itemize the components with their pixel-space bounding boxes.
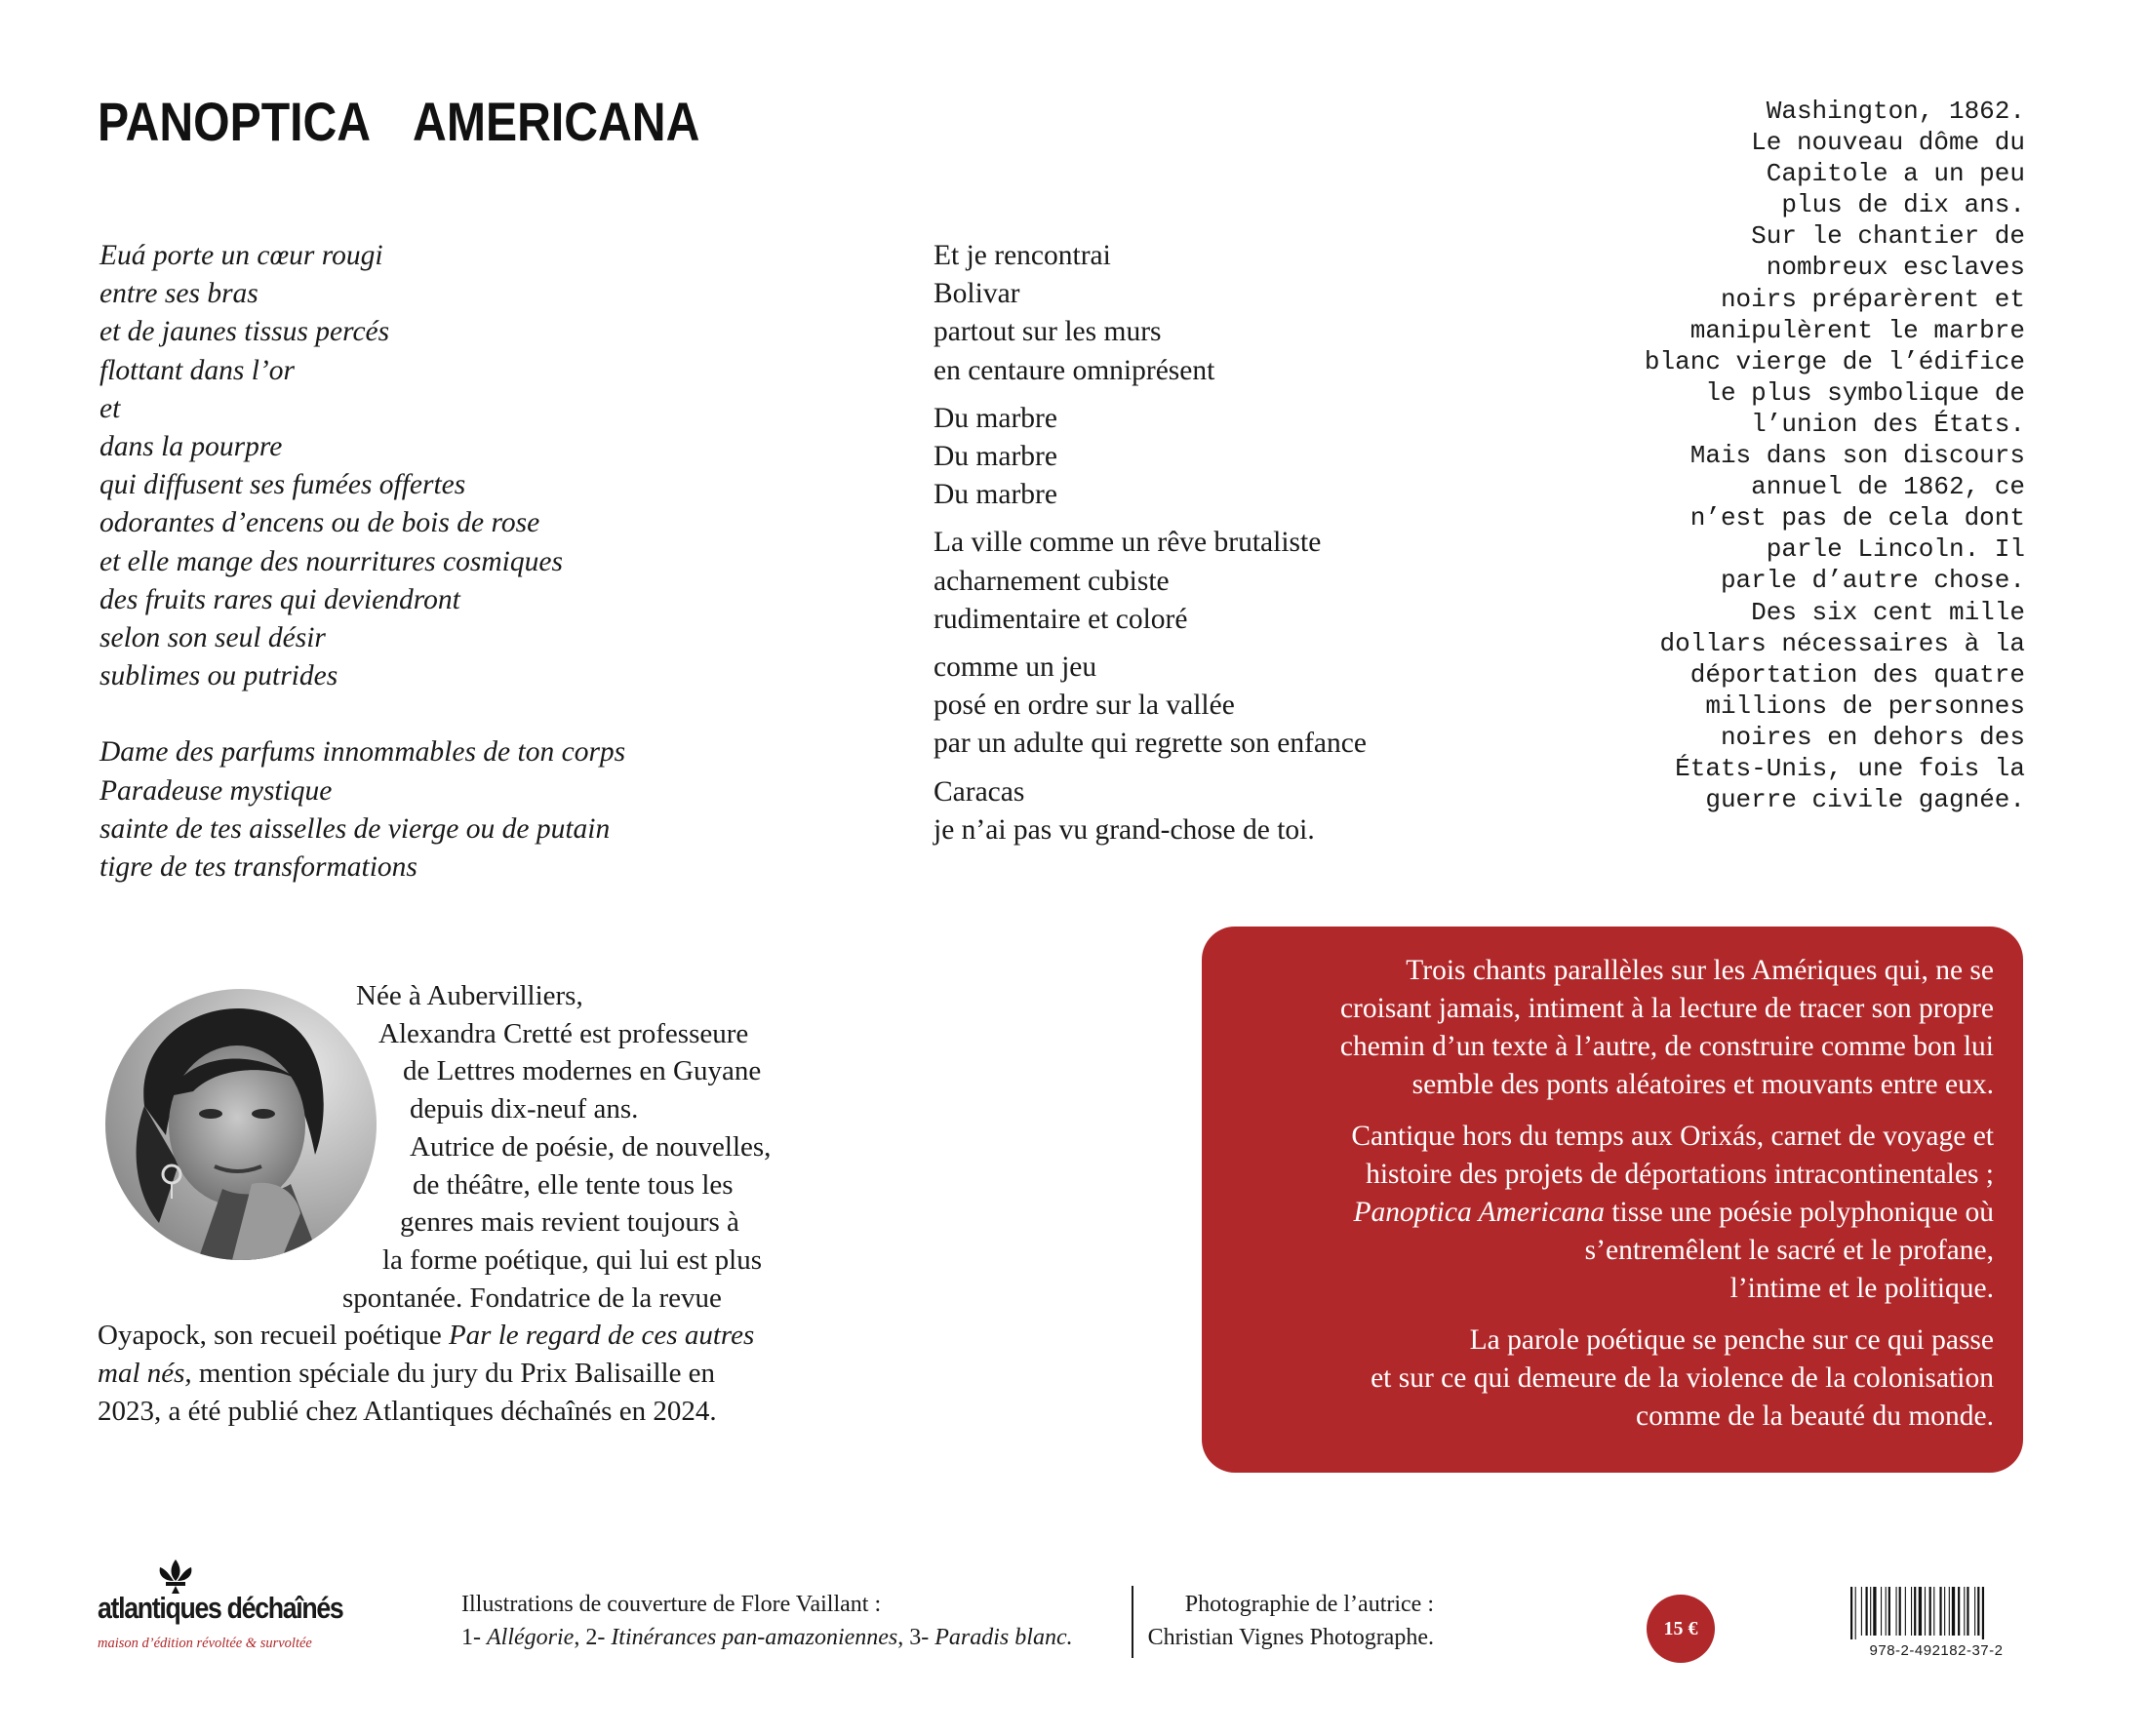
typewriter-text — [1567, 96, 2025, 815]
poem-orixas — [99, 237, 625, 925]
credit-line: Illustrations de couverture de Flore Vaillant : — [461, 1592, 882, 1617]
blurb-box — [1202, 927, 2023, 1473]
blurb-line: croisant jamais, intiment à la lecture de tracer son propre — [1339, 993, 1994, 1024]
poem-line: qui diffusent ses fumées offertes — [99, 469, 466, 501]
credit-text: , 2- — [574, 1625, 612, 1650]
blurb-line — [1231, 1194, 1994, 1232]
bio-line: de théâtre, elle tente tous les — [413, 1168, 734, 1201]
title-word-2: AMERICANA — [413, 91, 700, 152]
poem-line: rudimentaire et coloré — [934, 603, 1188, 635]
typewriter-line: Le nouveau dôme du — [1751, 128, 2025, 158]
barcode-bars — [1848, 1587, 2024, 1639]
barcode-bar — [1977, 1587, 1979, 1636]
barcode-bar — [1881, 1587, 1882, 1636]
barcode-bar — [1964, 1587, 1965, 1636]
bio-book-title: mal nés, — [98, 1358, 192, 1390]
bio-line: spontanée. Fondatrice de la revue — [342, 1282, 722, 1314]
bio-line — [98, 1317, 771, 1355]
barcode-bar — [1958, 1587, 1960, 1636]
bio-line: Née à Aubervilliers, — [356, 980, 583, 1011]
poem-line: et — [99, 392, 121, 424]
poem-line: Du marbre — [934, 402, 1057, 434]
blurb-line: histoire des projets de déportations intracontinentales ; — [1366, 1159, 1994, 1190]
poem-stanza — [99, 733, 625, 887]
poem-line: flottant dans l’or — [99, 354, 295, 386]
poem-line: Bolivar — [934, 278, 1020, 310]
typewriter-line: l’union des États. — [1751, 409, 2025, 439]
poem-line: La ville comme un rêve brutaliste — [934, 527, 1322, 559]
barcode-bar — [1899, 1587, 1901, 1636]
typewriter-line: noirs préparèrent et — [1720, 284, 2025, 314]
barcode-bar — [1952, 1587, 1955, 1636]
barcode-bar — [1855, 1587, 1856, 1639]
poem-caracas — [934, 237, 1367, 859]
poem-line: posé en ordre sur la vallée — [934, 690, 1235, 722]
barcode — [1848, 1587, 2024, 1639]
typewriter-line: Des six cent mille — [1751, 597, 2025, 627]
poem-line: Caracas — [934, 775, 1025, 808]
credits-divider — [1132, 1586, 1133, 1658]
typewriter-line: plus de dix ans. — [1781, 190, 2025, 220]
typewriter-line: parle d’autre chose. — [1720, 566, 2025, 596]
barcode-bar — [1939, 1587, 1941, 1636]
bio-line: Alexandra Cretté est professeure — [378, 1017, 749, 1049]
isbn-number: 978-2-492182-37-2 — [1869, 1642, 2004, 1659]
bio-line: de Lettres modernes en Guyane — [403, 1055, 762, 1087]
typewriter-line: dollars nécessaires à la — [1659, 628, 2025, 658]
credit-line: Photographie de l’autrice : — [1184, 1592, 1434, 1617]
barcode-bar — [1914, 1587, 1916, 1636]
blurb-line: et sur ce qui demeure de la violence de la colonisation — [1371, 1362, 1994, 1394]
typewriter-line: parle Lincoln. Il — [1766, 534, 2025, 565]
blurb-paragraph — [1231, 952, 1994, 1104]
barcode-bar — [1929, 1587, 1931, 1636]
title-word-1: PANOPTICA — [98, 91, 372, 152]
bio-line: Autrice de poésie, de nouvelles, — [410, 1130, 772, 1163]
typewriter-line: manipulèrent le marbre — [1689, 315, 2025, 345]
typewriter-line: le plus symbolique de — [1705, 377, 2025, 408]
barcode-bar — [1925, 1587, 1926, 1636]
blurb-paragraph — [1231, 1118, 1994, 1308]
poem-line: par un adulte qui regrette son enfance — [934, 728, 1367, 760]
poem-line: Et je rencontrai — [934, 240, 1111, 271]
credit-work-title: Itinérances pan-amazoniennes — [611, 1625, 898, 1650]
poem-line: odorantes d’encens ou de bois de rose — [99, 507, 540, 539]
barcode-bar — [1949, 1587, 1950, 1636]
credit-work-title: Allégorie — [487, 1625, 575, 1650]
price-badge: 15 € — [1647, 1595, 1715, 1663]
blurb-line: La parole poétique se penche sur ce qui passe — [1469, 1324, 1994, 1356]
poem-line: Euá porte un cœur rougi — [99, 240, 383, 271]
barcode-bar — [1850, 1587, 1852, 1639]
typewriter-line: Washington, 1862. — [1766, 97, 2025, 126]
poem-line: selon son seul désir — [99, 622, 326, 654]
barcode-bar — [1944, 1587, 1945, 1636]
typewriter-line: Mais dans son discours — [1689, 441, 2025, 471]
credit-line: Christian Vignes Photographe. — [1147, 1625, 1434, 1650]
poem-line: comme un jeu — [934, 651, 1097, 684]
barcode-bar — [1933, 1587, 1934, 1636]
poem-line: Dame des parfums innommables de ton corps — [99, 736, 626, 769]
typewriter-line: annuel de 1862, ce — [1751, 472, 2025, 502]
poem-line: Paradeuse mystique — [99, 774, 333, 807]
barcode-bar — [1905, 1587, 1906, 1636]
typewriter-line: Sur le chantier de — [1751, 221, 2025, 252]
poem-line: et elle mange des nourritures cosmiques — [99, 545, 563, 577]
barcode-bar — [1974, 1587, 1975, 1636]
barcode-bar — [1911, 1587, 1912, 1636]
blurb-paragraph — [1231, 1322, 1994, 1436]
poem-line: entre ses bras — [99, 278, 258, 310]
typewriter-line: millions de personnes — [1705, 690, 2025, 721]
typewriter-line: noires en dehors des — [1720, 722, 2025, 752]
typewriter-line: États-Unis, une fois la — [1675, 753, 2025, 783]
barcode-bar — [1873, 1587, 1876, 1636]
bio-book-title: Par le regard de ces autres — [448, 1320, 755, 1352]
book-title — [98, 90, 699, 153]
barcode-bar — [1896, 1587, 1897, 1636]
poem-line: tigre de tes transformations — [99, 851, 417, 884]
typewriter-line: Capitole a un peu — [1766, 159, 2025, 189]
author-bio — [98, 977, 771, 1430]
poem-stanza — [99, 237, 625, 695]
blurb-line: chemin d’un texte à l’autre, de construire comme bon lui — [1339, 1031, 1994, 1062]
photo-credits — [1148, 1588, 1434, 1654]
typewriter-line: n’est pas de cela dont — [1689, 503, 2025, 533]
poem-line: en centaure omniprésent — [934, 354, 1215, 386]
credit-text: 1- — [461, 1625, 487, 1650]
typewriter-line: guerre civile gagnée. — [1705, 785, 2025, 815]
poem-stanza — [934, 237, 1367, 390]
poem-stanza — [934, 773, 1367, 849]
barcode-bar — [1967, 1587, 1968, 1636]
bio-line: la forme poétique, qui lui est plus — [382, 1243, 763, 1276]
publisher-tagline: maison d’édition révoltée & survoltée — [98, 1636, 312, 1651]
barcode-bar — [1886, 1587, 1887, 1636]
barcode-bar — [1861, 1587, 1862, 1636]
bio-line: 2023, a été publié chez Atlantiques déchaînés en 2024. — [98, 1395, 717, 1427]
bio-line: depuis dix-neuf ans. — [410, 1093, 639, 1125]
poem-line: et de jaunes tissus percés — [99, 316, 390, 348]
barcode-bar — [1870, 1587, 1871, 1636]
poem-line: Du marbre — [934, 441, 1057, 473]
poem-stanza — [934, 400, 1367, 515]
blurb-line: l’intime et le politique. — [1729, 1273, 1994, 1304]
poem-line: sainte de tes aisselles de vierge ou de putain — [99, 812, 611, 845]
typewriter-line: nombreux esclaves — [1766, 253, 2025, 283]
bio-text: mention spéciale du jury du Prix Balisaille en — [191, 1358, 716, 1390]
poem-line: acharnement cubiste — [934, 565, 1170, 597]
blurb-line: Trois chants parallèles sur les Amériques qui, ne se — [1406, 955, 1994, 986]
credit-text: , 3- — [897, 1625, 935, 1650]
poem-line: je n’ai pas vu grand-chose de toi. — [934, 813, 1315, 846]
blurb-line: s’entremêlent le sacré et le profane, — [1584, 1235, 1994, 1266]
typewriter-line: déportation des quatre — [1689, 659, 2025, 690]
poem-line: sublimes ou putrides — [99, 660, 338, 692]
credit-work-title: Paradis blanc. — [934, 1625, 1073, 1650]
poem-line: partout sur les murs — [934, 316, 1162, 348]
typewriter-line: blanc vierge de l’édifice — [1644, 346, 2025, 376]
barcode-bar — [1888, 1587, 1890, 1636]
blurb-book-title: Panoptica Americana — [1353, 1197, 1605, 1228]
credit-line — [461, 1621, 1073, 1654]
barcode-bar — [1982, 1587, 1984, 1639]
bio-text: Oyapock, son recueil poétique — [98, 1320, 449, 1352]
blurb-text: tisse une poésie polyphonique où — [1604, 1197, 1994, 1228]
bio-line — [98, 1355, 771, 1393]
illustration-credits — [461, 1588, 1073, 1654]
blurb-line: semble des ponts aléatoires et mouvants entre eux. — [1411, 1069, 1994, 1100]
blurb-line: comme de la beauté du monde. — [1636, 1401, 1994, 1432]
barcode-bar — [1919, 1587, 1922, 1636]
poem-line: dans la pourpre — [99, 431, 283, 463]
bio-line: genres mais revient toujours à — [400, 1206, 739, 1239]
poem-line: des fruits rares qui deviendront — [99, 583, 460, 615]
poem-stanza — [934, 649, 1367, 764]
poem-stanza — [934, 524, 1367, 639]
blurb-line: Cantique hors du temps aux Orixás, carnet de voyage et — [1351, 1121, 1994, 1152]
poem-line: Du marbre — [934, 479, 1057, 511]
publisher-name: atlantiques déchaînés — [98, 1591, 343, 1625]
barcode-bar — [1866, 1587, 1868, 1636]
